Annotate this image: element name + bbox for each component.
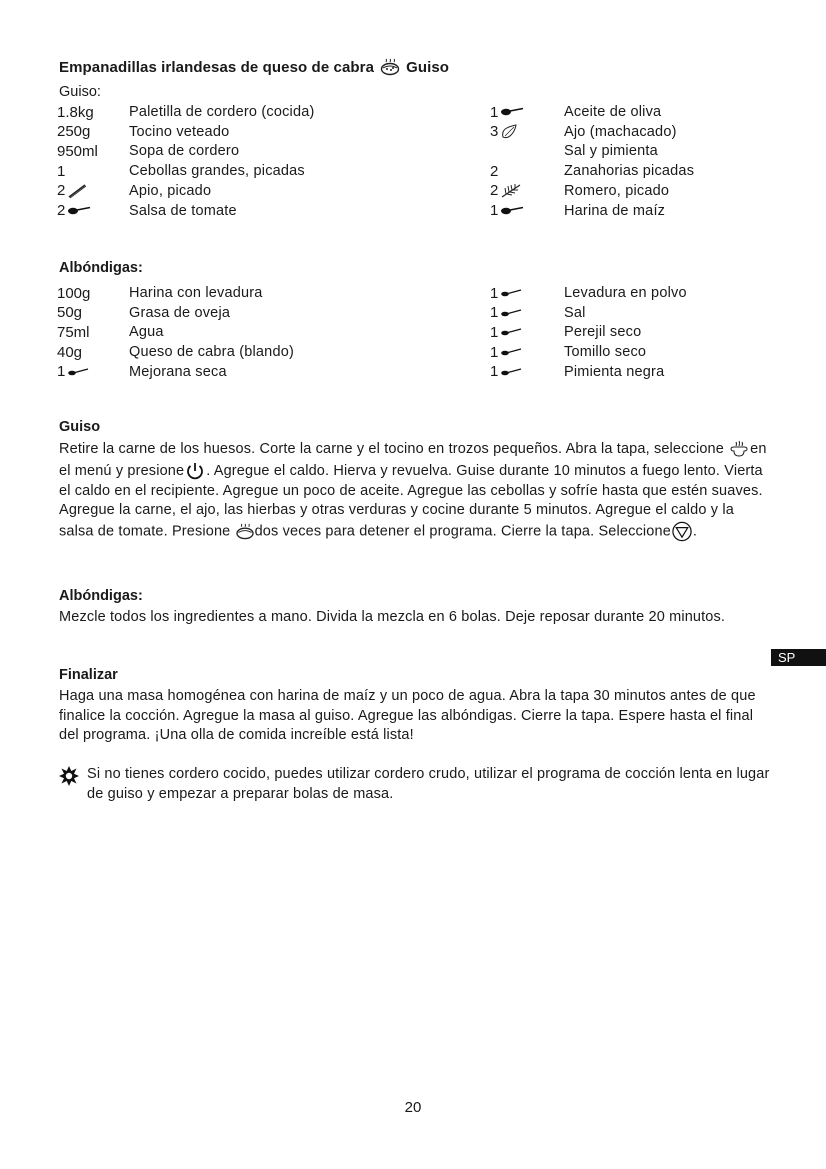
- ingredient-name: Romero, picado: [564, 182, 670, 199]
- page-number: 20: [404, 1099, 422, 1116]
- ingredient-name: Cebollas grandes, picadas: [129, 163, 305, 180]
- ingredient-quantity-value: 50g: [57, 304, 83, 322]
- ingredient-quantity: [490, 324, 562, 341]
- ingredient-quantity-value: 3: [490, 123, 499, 141]
- teaspoon-icon: [500, 327, 522, 337]
- ingredient-quantity: [57, 123, 129, 140]
- ingredient-name: Perejil seco: [564, 324, 642, 341]
- ingredient-name: Agua: [129, 324, 164, 341]
- ingredient-name: Levadura en polvo: [564, 285, 687, 301]
- ingredient-name: Sal: [564, 304, 586, 321]
- stew-method-part-1: Retire la carne de los huesos. Corte la carne y el tocino en trozos pequeños. Abra la tapa, seleccione: [59, 441, 729, 457]
- ingredient-name: Grasa de oveja: [129, 304, 231, 321]
- ingredient-quantity-value: 100g: [57, 284, 91, 302]
- ingredient-quantity: [57, 104, 129, 121]
- ingredient-quantity: [57, 143, 129, 160]
- ingredient-name: Aceite de oliva: [564, 104, 662, 120]
- dumplings-method-heading: Albóndigas:: [59, 588, 143, 604]
- stew-method-heading: Guiso: [59, 419, 101, 435]
- ingredient-name: Salsa de tomate: [129, 202, 237, 219]
- dumplings-ingredients-heading: Albóndigas:: [59, 260, 143, 276]
- ingredient-quantity: [490, 344, 562, 361]
- ingredient-quantity: [490, 182, 562, 199]
- ingredient-quantity: [490, 363, 562, 380]
- ingredient-quantity-value: 250g: [57, 123, 91, 141]
- ingredient-quantity: [57, 324, 129, 341]
- stew-ingredients-label: Guiso:: [59, 84, 101, 100]
- ingredient-quantity-value: 75ml: [57, 323, 90, 341]
- recipe-program-label: Guiso: [406, 58, 450, 76]
- ingredient-quantity-value: 1: [57, 162, 66, 180]
- tip-star-icon: [59, 766, 79, 786]
- ingredient-quantity: [490, 123, 562, 140]
- tablespoon-icon: [500, 206, 524, 216]
- language-tab: SP: [771, 649, 826, 666]
- tablespoon-icon: [67, 206, 91, 216]
- ingredient-name: Harina con levadura: [129, 285, 263, 301]
- rosemary-icon: [500, 183, 522, 199]
- ingredient-quantity: [57, 304, 129, 321]
- ingredient-quantity-value: 950ml: [57, 142, 98, 160]
- ingredient-quantity-value: 1: [490, 284, 499, 302]
- finish-method-text: Haga una masa homogénea con harina de maíz y un poco de agua. Abra la tapa 30 minutos antes de que finalice la cocción. Agregue la masa al guiso. Agregue las albóndigas. Cierre la tapa. Espere hasta el final del programa. ¡Una olla de comida increíble está lista!: [59, 688, 756, 743]
- ingredient-quantity-value: 2: [57, 182, 66, 200]
- ingredient-name: Ajo (machacado): [564, 123, 677, 140]
- steam-menu-icon: [728, 440, 750, 458]
- ingredient-name: Tomillo seco: [564, 344, 647, 361]
- ingredient-name: Apio, picado: [129, 182, 212, 199]
- ingredient-quantity-value: 1: [57, 363, 66, 381]
- teaspoon-icon: [500, 347, 522, 357]
- ingredient-quantity: [490, 104, 562, 121]
- tablespoon-icon: [500, 107, 524, 117]
- ingredient-quantity: [57, 363, 129, 380]
- ingredient-quantity: [57, 285, 129, 302]
- ingredient-quantity: [57, 344, 129, 361]
- ingredient-quantity: [57, 202, 129, 219]
- ingredient-quantity: [57, 163, 129, 180]
- ingredient-name: Tocino veteado: [129, 123, 230, 140]
- teaspoon-icon: [500, 367, 522, 377]
- tip-text: Si no tienes cordero cocido, puedes utilizar cordero crudo, utilizar el programa de cocción lenta en lugar de guiso y empezar a preparar bolas de masa.: [87, 766, 770, 802]
- ingredient-name: Queso de cabra (blando): [129, 344, 295, 361]
- ingredient-name: Sopa de cordero: [129, 143, 240, 160]
- celery-icon: [67, 183, 87, 199]
- stew-pot-icon: [235, 523, 255, 540]
- recipe-title-text: Empanadillas irlandesas de queso de cabra: [59, 58, 375, 76]
- ingredient-quantity-value: 1: [490, 304, 499, 322]
- ingredient-quantity-value: 1: [490, 103, 499, 121]
- ingredient-quantity-value: 1.8kg: [57, 103, 94, 121]
- ingredient-name: Zanahorias picadas: [564, 163, 695, 180]
- stew-pot-icon: [380, 58, 400, 76]
- recipe-title: [59, 58, 449, 76]
- dumplings-method-text: Mezcle todos los ingredientes a mano. Divida la mezcla en 6 bolas. Deje reposar durante 20 minutos.: [59, 609, 726, 625]
- ingredient-name: Harina de maíz: [564, 202, 666, 219]
- ingredient-name: Mejorana seca: [129, 363, 227, 380]
- ingredient-quantity: [57, 182, 129, 199]
- finish-method-heading: Finalizar: [59, 667, 118, 683]
- ingredient-quantity: [490, 163, 562, 180]
- ingredient-quantity-value: 40g: [57, 343, 83, 361]
- stew-method-part-2: en el menú y presione: [59, 441, 767, 479]
- teaspoon-icon: [67, 367, 89, 377]
- power-button-icon: [184, 460, 206, 482]
- stew-method-part-3: . Agregue el caldo. Hierva y revuelva. Guise durante 10 minutos a fuego lento. Vierta el caldo en el recipiente. Agregue un poco de aceite. Agregue las cebollas y sofríe hasta que estén suaves. Agregue la carne, el ajo, las hierbas y otras verduras y cocine durante 5 minutos. Agregue el caldo y la salsa de tomate. Presione: [59, 462, 763, 539]
- stew-method-text: [59, 440, 769, 542]
- ingredient-quantity: [490, 304, 562, 321]
- stew-method-part-5: .: [692, 522, 698, 539]
- ingredient-quantity-value: 1: [490, 202, 499, 219]
- ingredient-quantity-value: 1: [490, 323, 499, 341]
- ingredient-quantity-value: 2: [57, 202, 66, 219]
- garlic-clove-icon: [500, 124, 518, 140]
- ingredient-name: Sal y pimienta: [564, 143, 658, 160]
- ingredient-name: Pimienta negra: [564, 363, 665, 380]
- ingredient-quantity-value: 1: [490, 363, 499, 381]
- ingredient-quantity-value: 1: [490, 343, 499, 361]
- ingredient-quantity: [490, 202, 562, 219]
- ingredient-quantity-value: 2: [490, 182, 499, 200]
- stew-method-part-4: dos veces para detener el programa. Cierre la tapa. Seleccione: [254, 522, 671, 539]
- ingredient-name: Paletilla de cordero (cocida): [129, 104, 315, 120]
- keep-warm-down-icon: [671, 521, 693, 542]
- teaspoon-icon: [500, 288, 522, 298]
- ingredient-quantity: [490, 285, 562, 302]
- ingredient-quantity-value: 2: [490, 162, 499, 180]
- teaspoon-icon: [500, 308, 522, 318]
